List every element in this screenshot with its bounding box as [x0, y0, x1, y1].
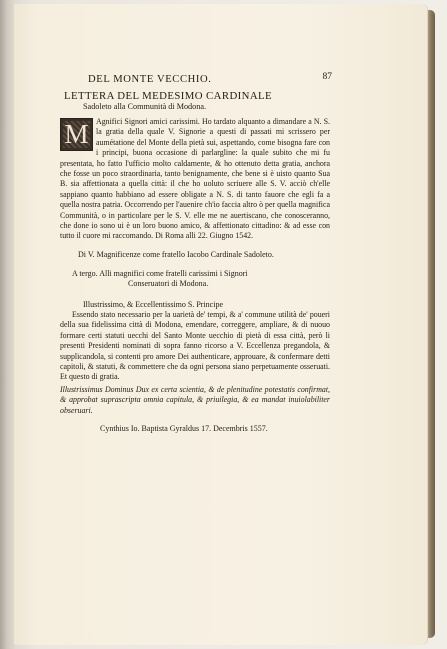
letter-signature: Di V. Magnificenze come fratello Iacobo Cardinale Sadoleto.	[78, 249, 274, 259]
page-edge-dark	[427, 10, 435, 638]
letter-body: Agnifici Signori amici carissimi. Ho tardato alquanto a dimandare a N. S. la gratia della quale V. Signorie a questi di passati mi scrissero per aumétatione del Monte della pietà sui, aspettando, come bisogna fare con i principi, buona occasione di parlargline: la quale subito che mi fu presentata, ho fatto l'ufficio molto caldamente, & ho ottenuto detta gratia, anchora che fosse un poco straordinaria, tanto benignamente, che bene si è uisto quanto Sua B. sia affettionata a quella città: il che ho uoluto scriuere alle S. V. acciò ch'elle sappiano quanto habbiano ad essere obligate a N. S. di tanto fauore che egli fa a quella nostra patria. Occorrendo per l'auenire ch'io faccia altro ò per quella magnifica Communità, o in particolare per le S. V. elle me ne auertiscano, che conosceranno, che done io sono ui è un loro buono amico, & affettionato cittadino: & ad esse con tutto il cuore mi raccomando. Di Roma alli 22. Giugno 1542.	[60, 117, 330, 241]
date-line: Cynthius Io. Baptista Gyraldus 17. Decembris 1557.	[100, 423, 268, 433]
letter-subtitle: Sadoleto alla Communità di Modona.	[83, 102, 207, 111]
letter-paragraph	[60, 117, 330, 242]
petition-addressee: Illustrissimo, & Eccellentissimo S. Principe	[83, 299, 223, 309]
petition-body: Essendo stato necessario per la uarietà de' tempi, & a' commune utilità de' poueri della sua fidelissima città di Modona, emendare, correggere, ampliare, & di nuouo formare certi statuti uecchi del Santo Monte uecchio di pietà di essa città, però li presenti Presidenti nominati di sopra fanno ricorso a V. Eccellenza pregandola, & supplicandola, si contenti pro amore Dei authenticare, approuare, & confermare detti capitoli, & statuti, & commettere che da ogni persona siano perpetuamente osseruati. Et questo di gratia.	[60, 309, 330, 382]
ducal-confirmation: Illustrissimus Dominus Dux ex certa scientia, & de plenitudine potestatis confirmat, & approbat suprascripta omnia capitula, & priuilegia, & ea mandat inuiolabiliter obseruari.	[60, 384, 330, 415]
address-line-1: A tergo. Alli magnifici come fratelli carissimi i Signori	[72, 268, 248, 278]
drop-cap-letter: M	[64, 119, 89, 149]
letter-title: LETTERA DEL MEDESIMO CARDINALE	[64, 90, 273, 102]
page-text	[60, 74, 330, 433]
running-head: DEL MONTE VECCHIO.	[88, 74, 212, 85]
header-line	[60, 74, 330, 90]
letter-address	[72, 269, 330, 289]
page-number: 87	[322, 72, 332, 82]
address-line-2: Conseruatori di Modona.	[128, 278, 209, 288]
drop-cap-initial	[60, 118, 93, 151]
